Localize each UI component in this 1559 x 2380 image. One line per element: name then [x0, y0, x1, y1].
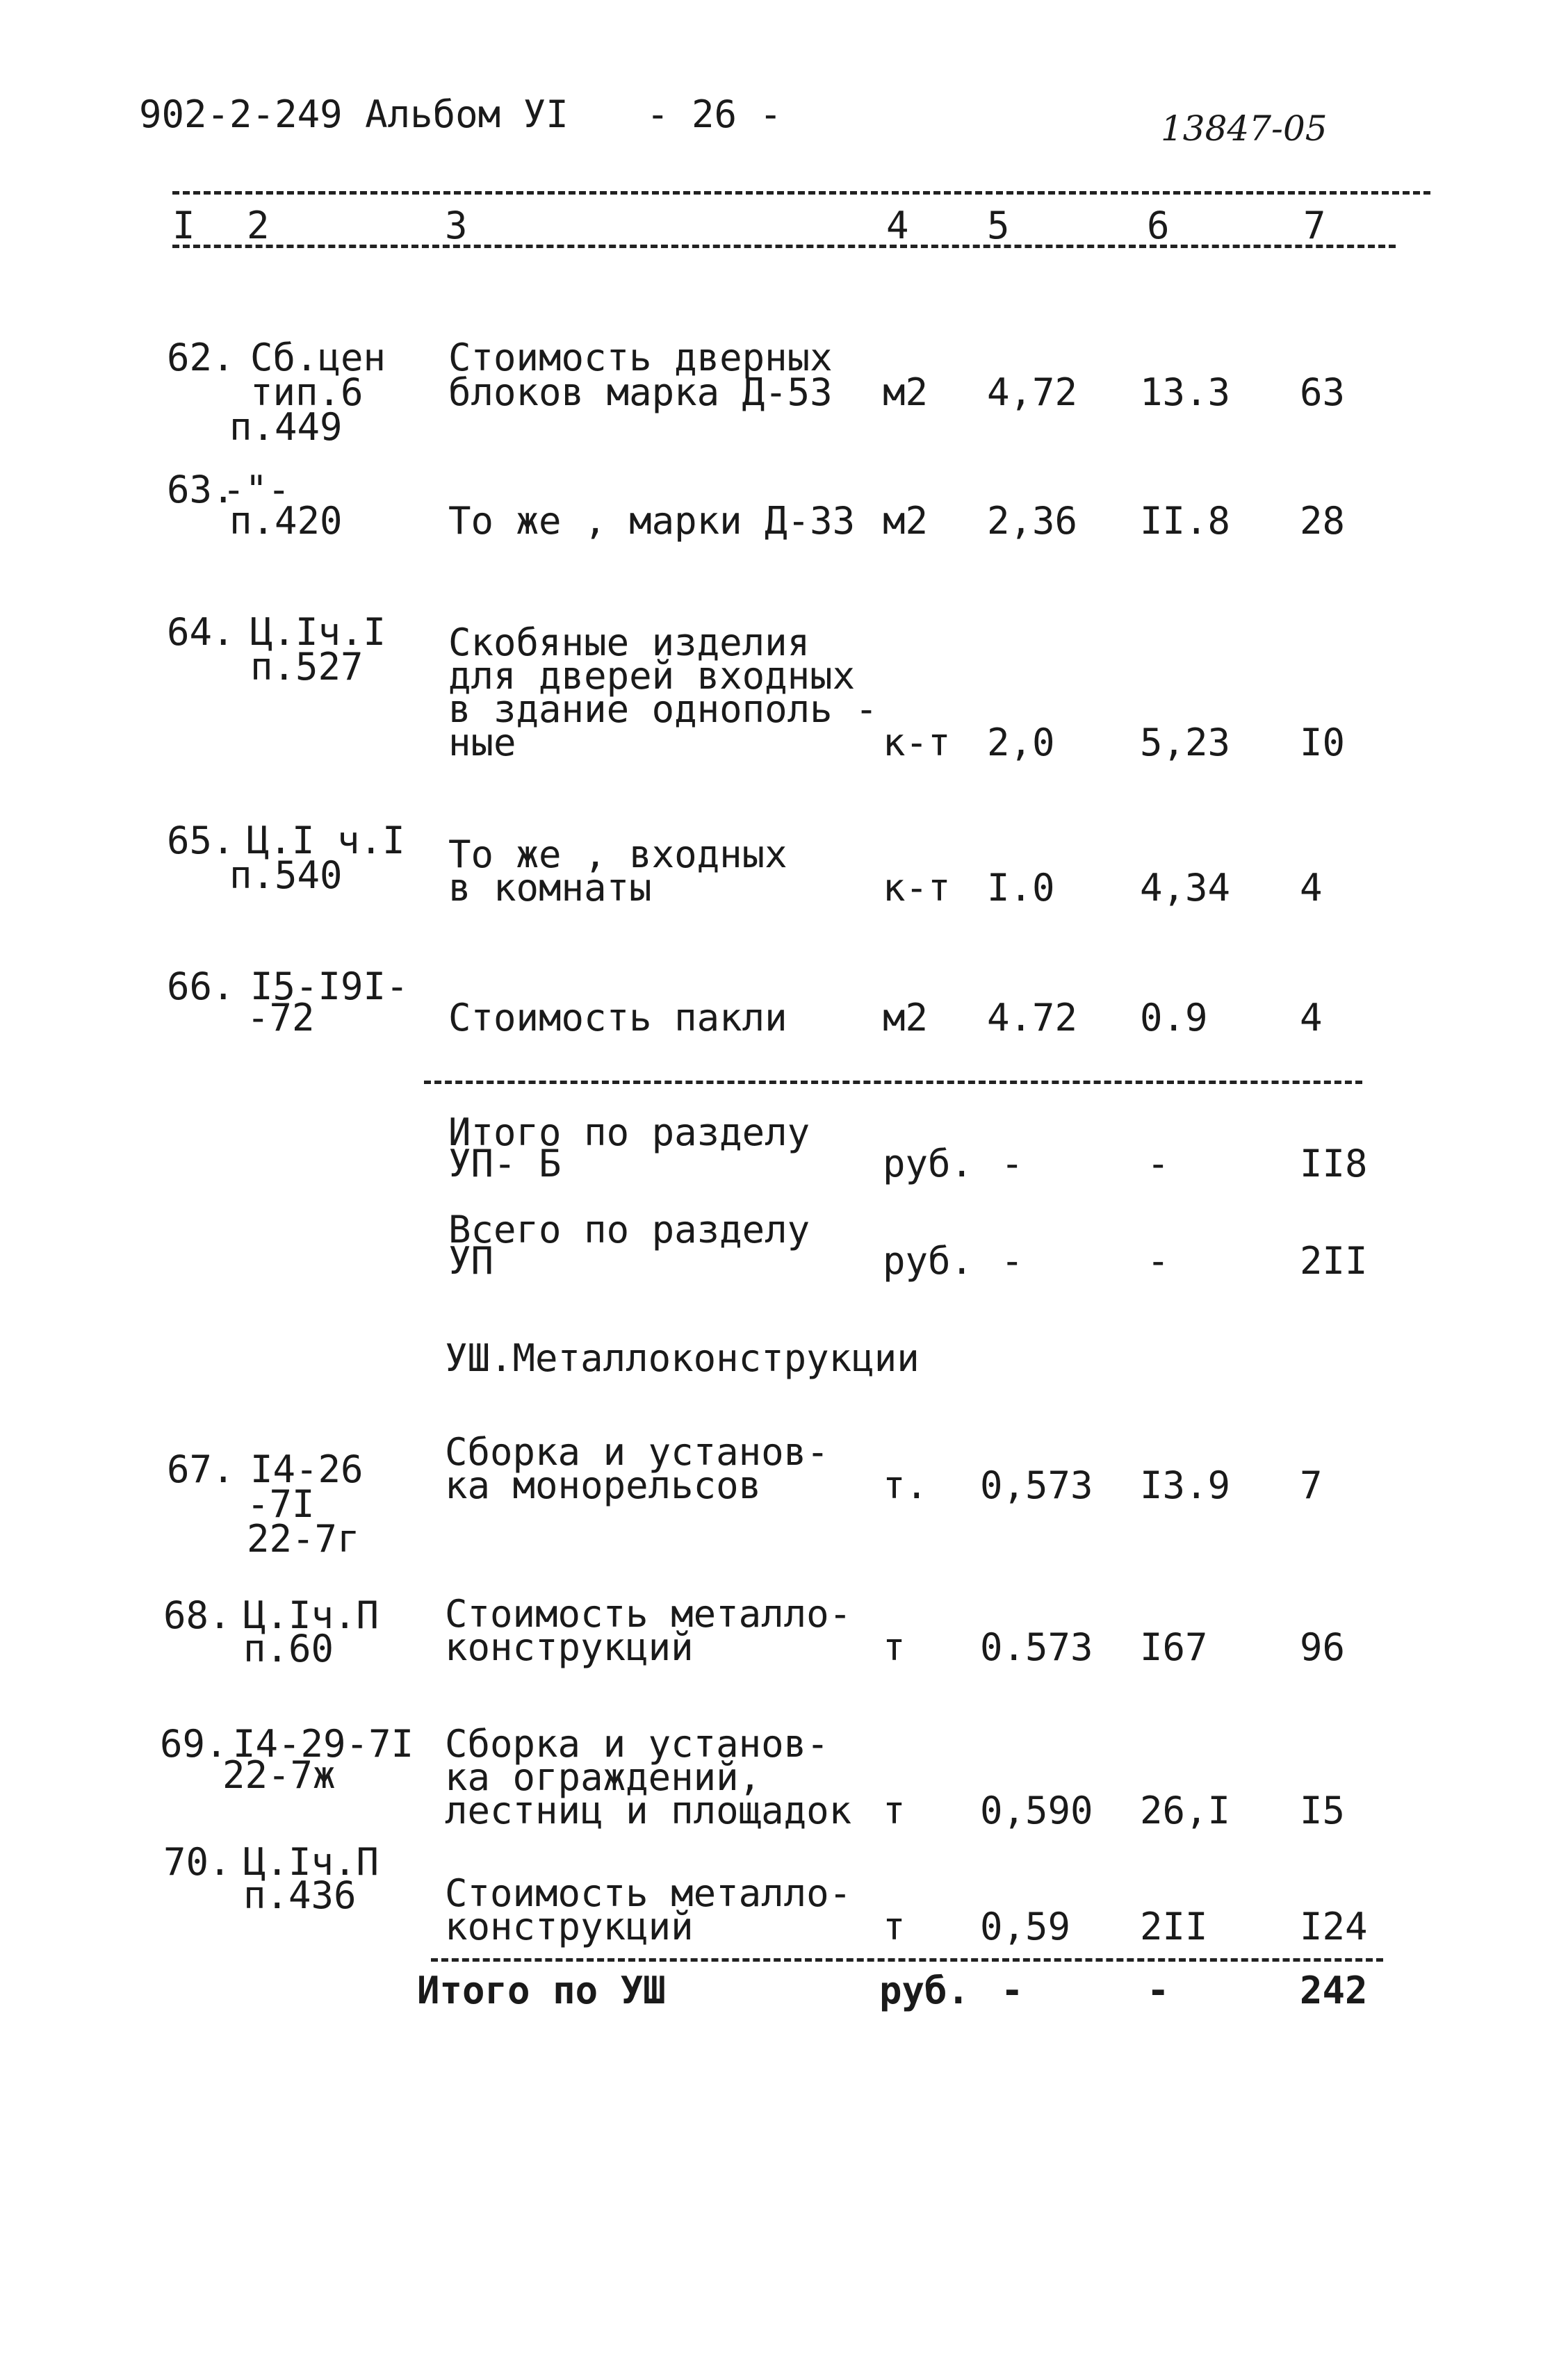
col-5: 5	[987, 204, 1010, 247]
row-desc: Стоимость дверных	[448, 336, 833, 379]
row-desc: То же , входных	[448, 832, 787, 876]
row-desc: конструкций	[445, 1625, 694, 1669]
subtotal-total: II8	[1300, 1142, 1368, 1185]
row-qty: 4,72	[987, 370, 1078, 414]
final-total-unit: руб.	[879, 1969, 970, 2012]
total-price: -	[1147, 1239, 1170, 1283]
row-ref: п.420	[229, 499, 343, 543]
row-ref: п.540	[229, 853, 343, 897]
row-ref: I5-I9I-	[250, 965, 409, 1008]
row-qty: 0.573	[980, 1625, 1093, 1669]
row-unit: к-т	[883, 721, 951, 764]
row-total: I5	[1300, 1789, 1346, 1832]
col-4: 4	[886, 204, 909, 247]
row-ref: п.60	[243, 1627, 334, 1671]
page-number: - 26 -	[646, 92, 783, 136]
col-1: I	[172, 204, 195, 247]
row-ref: п.436	[243, 1873, 357, 1917]
row-desc: в комнаты	[448, 866, 652, 910]
row-ref: I4-29-7I	[233, 1722, 414, 1766]
column-number-rule	[172, 245, 1396, 248]
row-price: I67	[1140, 1625, 1208, 1669]
row-qty: 0,590	[980, 1789, 1093, 1832]
row-number: 68.	[163, 1593, 231, 1637]
row-ref: Ц.Iч.П	[243, 1840, 379, 1884]
subtotal-price: -	[1147, 1142, 1170, 1185]
row-total: 96	[1300, 1625, 1346, 1669]
total-unit: руб.	[883, 1239, 974, 1283]
row-number: 67.	[167, 1447, 235, 1491]
row-ref: Ц.I ч.I	[247, 819, 405, 862]
subtotal-qty: -	[1001, 1142, 1024, 1185]
subtotal-unit: руб.	[883, 1142, 974, 1185]
total-total: 2II	[1300, 1239, 1368, 1283]
col-2: 2	[247, 204, 270, 247]
subtotal-label: УП- Б	[448, 1142, 562, 1185]
row-desc: Скобяные изделия	[448, 621, 810, 664]
row-price: II.8	[1140, 499, 1231, 543]
final-total-qty: -	[1001, 1969, 1024, 2012]
row-desc: блоков марка Д-53	[448, 370, 833, 414]
row-number: 70.	[163, 1840, 231, 1884]
col-7: 7	[1303, 204, 1326, 247]
row-desc: ка ограждений,	[445, 1755, 762, 1799]
row-number: 63.	[167, 468, 235, 511]
row-qty: I.0	[987, 866, 1055, 910]
row-desc: Сборка и установ-	[445, 1722, 829, 1766]
row-total: I0	[1300, 721, 1346, 764]
row-desc: Стоимость металло-	[445, 1592, 852, 1636]
subtotal-rule	[424, 1081, 1362, 1084]
row-qty: 0,573	[980, 1463, 1093, 1507]
row-price: 26,I	[1140, 1789, 1231, 1832]
row-ref: п.449	[229, 405, 343, 449]
row-price: I3.9	[1140, 1463, 1231, 1507]
row-qty: 4.72	[987, 996, 1078, 1040]
row-total: 7	[1300, 1463, 1323, 1507]
section-heading: УШ.Металлоконструкции	[445, 1336, 920, 1380]
row-total: 4	[1300, 996, 1323, 1040]
final-total-price: -	[1147, 1969, 1170, 2012]
row-desc: ка монорельсов	[445, 1463, 762, 1507]
row-desc: лестниц и площадок	[445, 1789, 852, 1832]
row-number: 62.	[167, 336, 235, 379]
row-desc: ные	[448, 721, 516, 764]
col-3: 3	[445, 204, 468, 247]
row-number: 69.	[160, 1722, 228, 1766]
row-ref: 22-7г	[247, 1517, 360, 1561]
row-price: 0.9	[1140, 996, 1208, 1040]
row-desc: в здание однополь -	[448, 687, 878, 731]
total-qty: -	[1001, 1239, 1024, 1283]
row-ref: -7I	[247, 1482, 315, 1526]
row-price: 13.3	[1140, 370, 1231, 414]
final-total-total: 242	[1300, 1969, 1368, 2012]
subtotal-label: Итого по разделу	[448, 1110, 810, 1154]
row-unit: м2	[883, 499, 929, 543]
row-number: 65.	[167, 819, 235, 862]
row-price: 2II	[1140, 1905, 1208, 1948]
row-unit: м2	[883, 996, 929, 1040]
header-rule	[172, 191, 1430, 195]
row-desc: конструкций	[445, 1905, 694, 1948]
row-qty: 2,36	[987, 499, 1078, 543]
final-total-label: Итого по УШ	[417, 1969, 666, 2012]
total-label: УП	[448, 1239, 494, 1283]
row-unit: т	[883, 1905, 906, 1948]
row-number: 66.	[167, 965, 235, 1008]
row-desc: для дверей входных	[448, 654, 856, 698]
document-code: 902-2-249 Альбом УI	[139, 92, 569, 136]
row-qty: 2,0	[987, 721, 1055, 764]
row-ref: Ц.Iч.П	[243, 1593, 379, 1637]
row-ref: тип.6	[250, 370, 364, 414]
row-unit: м2	[883, 370, 929, 414]
row-ref: -"-	[222, 468, 291, 511]
row-price: 4,34	[1140, 866, 1231, 910]
row-ref: Ц.Iч.I	[250, 610, 386, 654]
row-ref: -72	[247, 996, 315, 1040]
row-desc: Сборка и установ-	[445, 1430, 829, 1474]
row-unit: к-т	[883, 866, 951, 910]
row-qty: 0,59	[980, 1905, 1071, 1948]
row-unit: т.	[883, 1463, 929, 1507]
col-6: 6	[1147, 204, 1170, 247]
inventory-number: 13847-05	[1161, 108, 1328, 149]
row-total: I24	[1300, 1905, 1368, 1948]
row-ref: Сб.цен	[250, 336, 386, 379]
row-desc: То же , марки Д-33	[448, 499, 856, 543]
final-rule	[431, 1958, 1383, 1962]
row-total: 28	[1300, 499, 1346, 543]
row-unit: т	[883, 1789, 906, 1832]
row-desc: Стоимость пакли	[448, 996, 787, 1040]
row-ref: п.527	[250, 645, 364, 689]
total-label: Всего по разделу	[448, 1208, 810, 1251]
row-ref: I4-26	[250, 1447, 364, 1491]
row-number: 64.	[167, 610, 235, 654]
row-ref: 22-7ж	[222, 1753, 336, 1797]
row-total: 63	[1300, 370, 1346, 414]
row-total: 4	[1300, 866, 1323, 910]
row-price: 5,23	[1140, 721, 1231, 764]
row-unit: т	[883, 1625, 906, 1669]
row-desc: Стоимость металло-	[445, 1871, 852, 1915]
